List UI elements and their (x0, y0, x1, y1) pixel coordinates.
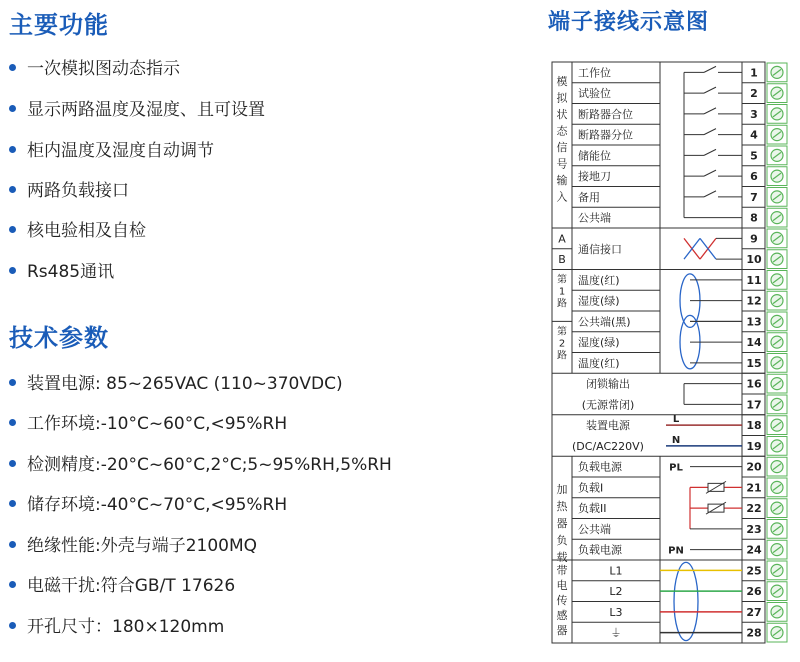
power-mark-l: L (672, 414, 680, 426)
pin-number: 1 (750, 66, 758, 80)
load-power-mark: PN (668, 545, 684, 557)
load-label: 负载I (578, 481, 604, 495)
lock-output-label: 闭锁输出 (586, 377, 630, 391)
params-item-text: 工作环境:-10°C~60°C,<95%RH (27, 414, 288, 434)
pin-number: 20 (746, 460, 762, 474)
group-label-char: 器 (556, 517, 568, 530)
pin-number: 11 (746, 273, 762, 287)
sensor-label: 湿度(绿) (578, 294, 620, 308)
sensor-line-label: L3 (609, 605, 623, 619)
comm-label: 通信接口 (578, 242, 622, 256)
load-label: 公共端 (578, 522, 611, 536)
group-label-char: 第 (557, 274, 567, 286)
load-label: 负载电源 (578, 543, 622, 557)
live-sensor-cable-icon (674, 562, 698, 640)
power-mark-n: N (671, 434, 681, 446)
pin-number: 7 (750, 190, 758, 204)
power-note: (DC/AC220V) (572, 439, 644, 453)
pin-number: 17 (746, 398, 762, 412)
load-power-mark: PL (669, 462, 683, 474)
switch-contact-icon (704, 149, 716, 155)
load-label: 负载II (578, 502, 607, 516)
signal-label: 公共端 (578, 211, 611, 225)
group-label-char: 电 (556, 579, 568, 592)
sensor-label: 湿度(绿) (578, 336, 620, 350)
signal-label: 试验位 (578, 87, 611, 101)
group-label-char: 加 (556, 483, 568, 496)
pin-number: 19 (746, 439, 762, 453)
pin-number: 26 (746, 585, 762, 599)
group-label-char: 拟 (556, 91, 568, 105)
pin-number: 10 (746, 253, 762, 267)
params-item-text: 开孔尺寸：180×120mm (27, 617, 225, 637)
pin-number: 22 (746, 502, 762, 516)
group-label-char: 带 (556, 564, 568, 577)
pin-number: 12 (746, 294, 762, 308)
sensor-line-label: L1 (609, 564, 623, 578)
params-item-text: 电磁干扰:符合GB/T 17626 (27, 576, 236, 596)
pin-number: 28 (746, 626, 762, 640)
switch-contact-icon (704, 66, 716, 72)
group-label-char: 热 (556, 500, 568, 513)
signal-label: 备用 (578, 190, 600, 204)
group-label-char: 2 (558, 338, 566, 350)
group-label-char: 传 (556, 594, 568, 607)
group-label-char: 号 (556, 157, 568, 171)
functions-item-text: 核电验相及自检 (27, 221, 146, 241)
sensor-label: 温度(红) (578, 356, 620, 370)
sensor-label: 公共端(黑) (578, 315, 631, 329)
switch-contact-icon (704, 170, 716, 176)
diagram-title: 端子接线示意图 (548, 10, 710, 35)
params-item-text: 绝缘性能:外壳与端子2100MQ (27, 536, 258, 556)
pin-number: 3 (750, 107, 758, 121)
params-title: 技术参数 (9, 324, 109, 352)
group-label-char: 1 (558, 286, 566, 298)
signal-label: 储能位 (578, 149, 611, 163)
group-label-char: 模 (556, 74, 568, 88)
signal-label: 接地刀 (578, 170, 611, 184)
pin-number: 13 (746, 315, 762, 329)
lock-output-note: (无源常闭) (581, 398, 635, 412)
pin-number: 25 (746, 564, 762, 578)
params-item-text: 储存环境:-40°C~70°C,<95%RH (27, 495, 288, 515)
pin-number: 21 (746, 481, 762, 495)
group-label-char: 载 (556, 551, 568, 564)
group-label-char: 负 (556, 534, 568, 547)
switch-contact-icon (704, 108, 716, 114)
params-item-text: 装置电源: 85~265VAC (110~370VDC) (27, 374, 343, 394)
pin-number: 27 (746, 605, 762, 619)
pin-number: 6 (750, 170, 758, 184)
functions-item-text: 一次模拟图动态指示 (27, 59, 180, 79)
group-label-char: 路 (557, 350, 567, 362)
pin-number: 9 (750, 232, 758, 246)
pin-number: 15 (746, 356, 762, 370)
sensor-label: 温度(红) (578, 273, 620, 287)
functions-title: 主要功能 (9, 11, 109, 39)
signal-label: 工作位 (578, 66, 611, 80)
group-label-char: 器 (556, 624, 568, 637)
signal-label: 断路器分位 (578, 128, 633, 142)
functions-item-text: Rs485通讯 (27, 262, 115, 282)
switch-contact-icon (704, 129, 716, 135)
params-item-text: 检测精度:-20°C~60°C,2°C;5~95%RH,5%RH (27, 455, 392, 475)
pin-number: 24 (746, 543, 762, 557)
pin-number: 2 (750, 87, 758, 101)
pin-number: 18 (746, 419, 762, 433)
port-b-label: B (558, 253, 566, 267)
pin-number: 4 (750, 128, 758, 142)
pin-number: 23 (746, 522, 762, 536)
group-label-char: 第 (557, 326, 567, 338)
sensor-line-label: ⏚ (610, 626, 622, 640)
signal-label: 断路器合位 (578, 107, 633, 121)
pin-number: 8 (750, 211, 758, 225)
group-label-char: 信 (556, 140, 568, 154)
group-label-char: 状 (556, 107, 568, 121)
load-label: 负载电源 (578, 460, 622, 474)
group-label-char: 输 (556, 173, 568, 187)
switch-contact-icon (704, 87, 716, 93)
functions-item-text: 柜内温度及湿度自动调节 (27, 141, 214, 161)
power-label: 装置电源 (586, 419, 630, 433)
group-label-char: 态 (556, 124, 568, 138)
group-label-char: 路 (557, 298, 567, 310)
switch-contact-icon (704, 191, 716, 197)
pin-number: 14 (746, 336, 762, 350)
group-label-char: 感 (556, 609, 568, 622)
functions-item-text: 两路负载接口 (27, 181, 129, 201)
pin-number: 5 (750, 149, 758, 163)
sensor-line-label: L2 (609, 585, 623, 599)
group-label-char: 入 (556, 190, 568, 204)
port-a-label: A (558, 232, 566, 246)
pin-number: 16 (746, 377, 762, 391)
functions-item-text: 显示两路温度及湿度、且可设置 (27, 100, 265, 120)
